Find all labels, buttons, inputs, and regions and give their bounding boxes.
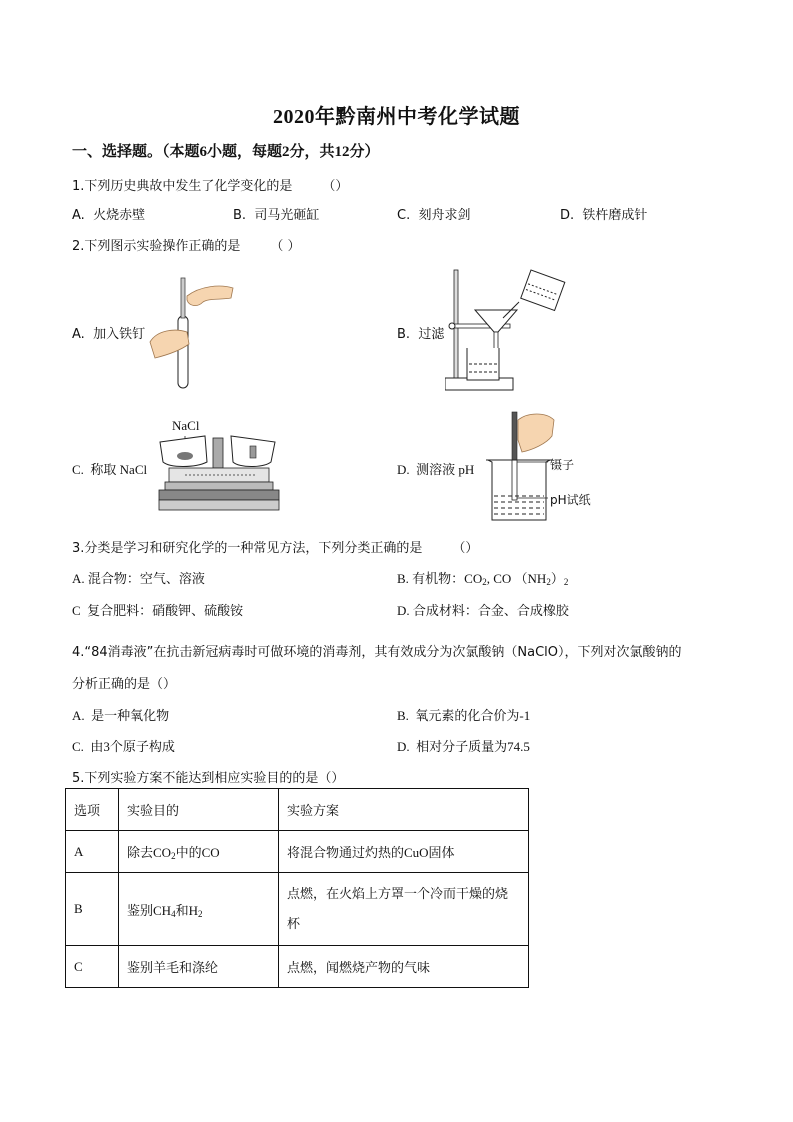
filtration-apparatus-figure	[445, 268, 575, 393]
question-3-option-b: B. 有机物：$CO_2$, CO $(NH_2)_2$	[397, 571, 569, 587]
table-cell-plan: 将混合物通过灼热的CuO固体	[279, 831, 529, 873]
table-row	[66, 946, 529, 988]
table-cell-option: B	[66, 873, 119, 946]
question-2-stem: 2.下列图示实验操作正确的是 （ ）	[72, 239, 301, 254]
question-4-option-c: C. 由3个原子构成	[72, 739, 175, 754]
table-header-row	[66, 789, 529, 831]
table-header-cell: 实验方案	[279, 789, 529, 831]
question-2-option-c: C. 称取 NaCl	[72, 462, 148, 477]
question-3-option-a: A. 混合物：空气、溶液	[72, 571, 205, 586]
question-1-option-a: A. 火烧赤壁	[72, 208, 146, 223]
question-1-option-c: C. 刻舟求剑	[397, 208, 471, 223]
question-4-stem-line1: 4.“84消毒液”在抗击新冠病毒时可做环境的消毒剂，其有效成分为次氯酸钠（NaClO），下列对次氯酸钠的	[72, 645, 682, 660]
table-cell-purpose: 鉴别$CH_4$和$H_2$	[119, 873, 279, 946]
question-3-option-c: C 复合肥料：硝酸钾、硫酸铵	[72, 603, 244, 618]
question-4-option-b: B. 氧元素的化合价为-1	[397, 708, 531, 723]
table-header-cell: 选项	[66, 789, 119, 831]
table-cell-plan: 点燃，在火焰上方罩一个冷而干燥的烧 杯	[279, 873, 529, 946]
table-cell-option: C	[66, 946, 119, 988]
question-1-stem: 1.下列历史典故中发生了化学变化的是 （）	[72, 179, 349, 194]
question-2-option-a: A. 加入铁钉	[72, 327, 146, 342]
table-cell-purpose: 鉴别羊毛和涤纶	[119, 946, 279, 988]
question-1-option-d: D. 铁杵磨成针	[560, 208, 648, 223]
question-4-option-d: D. 相对分子质量为74.5	[397, 739, 530, 754]
answer-blank: （ ）	[270, 239, 301, 254]
answer-blank: （）	[452, 541, 479, 556]
question-2-option-d: D. 测溶液 pH	[397, 462, 475, 477]
balance-scale-figure	[155, 432, 280, 517]
table-row	[66, 873, 529, 946]
answer-blank: （）	[322, 179, 349, 194]
add-iron-nail-figure	[145, 272, 240, 392]
table-cell-purpose: 除去$CO_2$中的CO	[119, 831, 279, 873]
experiment-table	[65, 788, 529, 988]
table-cell-option: A	[66, 831, 119, 873]
table-cell-plan: 点燃，闻燃烧产物的气味	[279, 946, 529, 988]
section-heading: 一、选择题。（本题6小题，每题2分，共12分）	[72, 144, 380, 160]
table-row	[66, 831, 529, 873]
page-title: 2020年黔南州中考化学试题	[273, 106, 520, 128]
question-1-option-b: B. 司马光砸缸	[233, 208, 320, 223]
question-5-stem: 5.下列实验方案不能达到相应实验目的的是（）	[72, 771, 345, 786]
tweezers-label: 镊子	[550, 458, 575, 472]
ph-test-figure	[480, 410, 560, 525]
question-4-option-a: A. 是一种氧化物	[72, 708, 170, 723]
nacl-figure-label: NaCl	[172, 418, 200, 433]
table-header-cell: 实验目的	[119, 789, 279, 831]
ph-paper-label: pH试纸	[550, 493, 591, 507]
question-2-option-b: B. 过滤	[397, 327, 445, 342]
question-3-option-d: D. 合成材料：合金、合成橡胶	[397, 603, 569, 618]
question-3-stem: 3.分类是学习和研究化学的一种常见方法，下列分类正确的是 （）	[72, 541, 479, 556]
question-4-stem-line2: 分析正确的是（）	[72, 677, 177, 692]
